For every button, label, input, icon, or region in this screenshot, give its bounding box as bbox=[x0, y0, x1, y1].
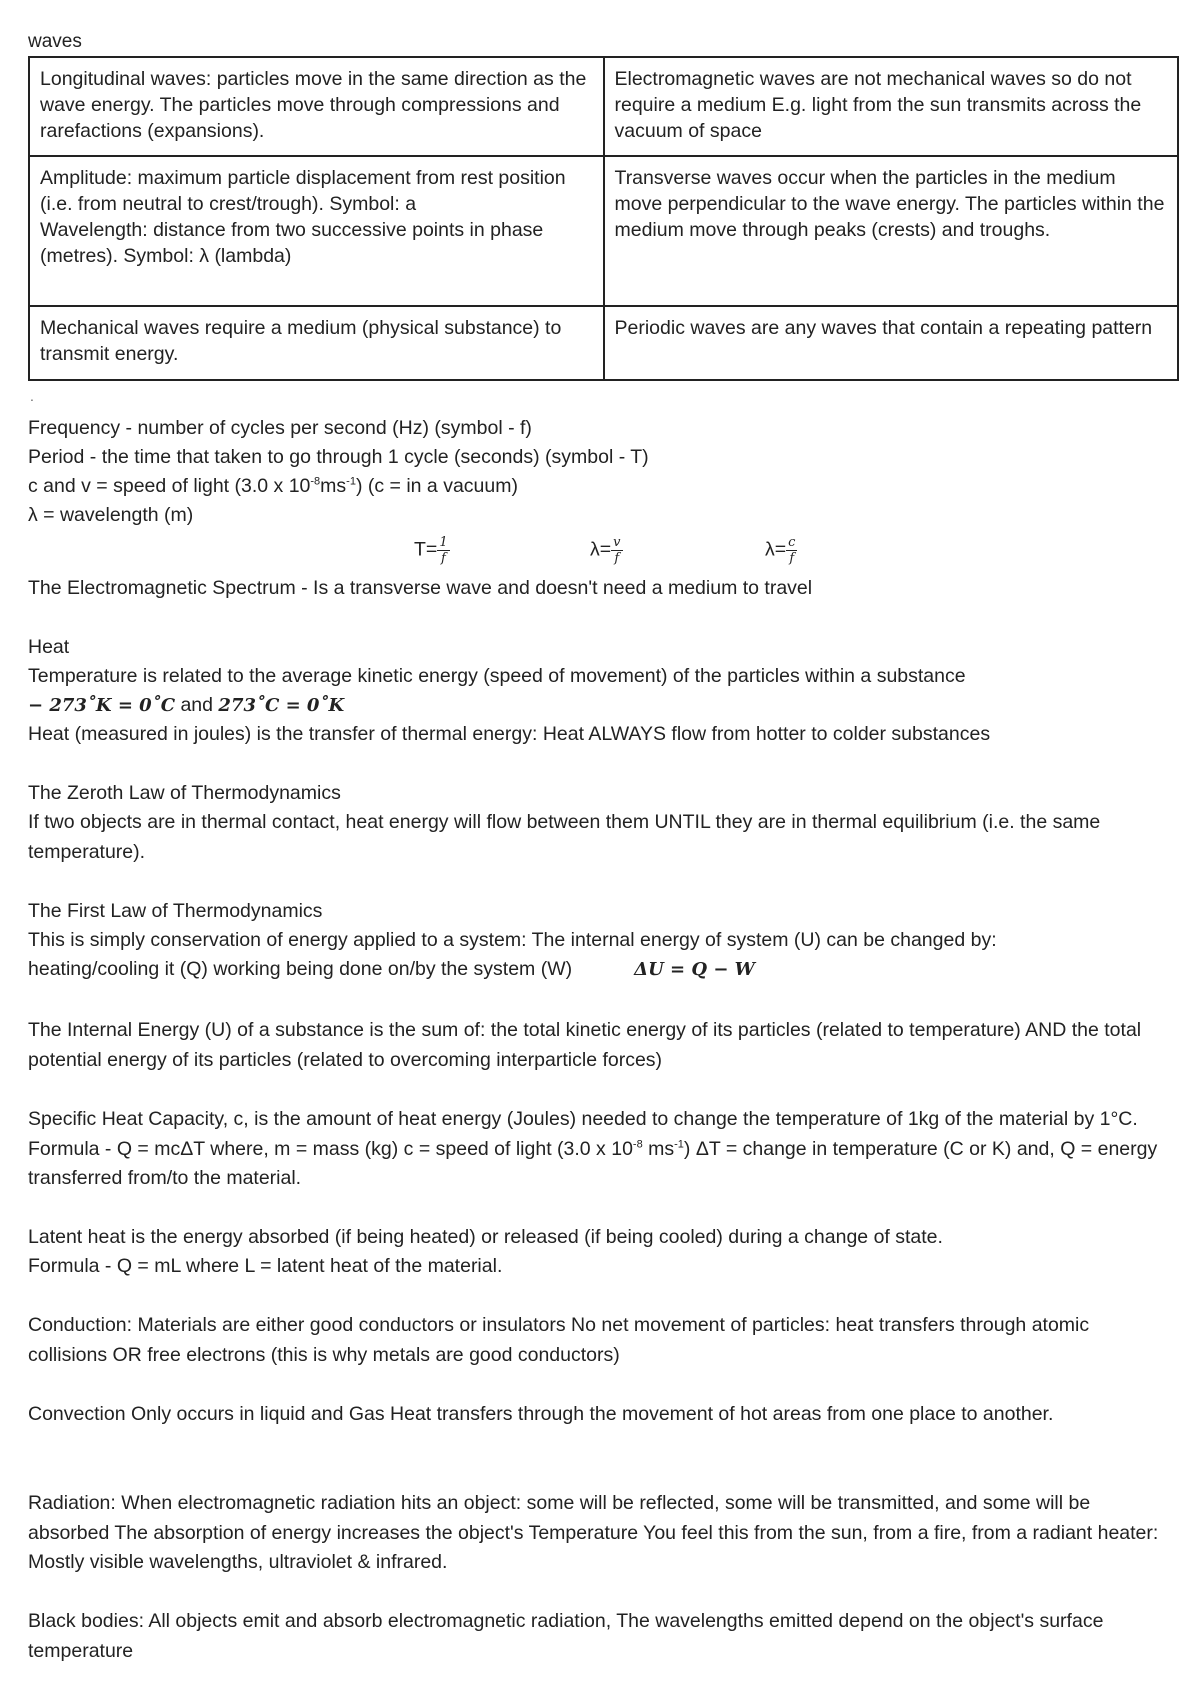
speed-suffix: ) (c = in a vacuum) bbox=[355, 475, 518, 497]
conduction-text: Conduction: Materials are either good conductors or insulators No net movement of particles: heat transfers through atomic collisions OR free electrons (this is why metals are good conductors) bbox=[28, 1314, 1090, 1366]
speed-unit-exponent: -1 bbox=[346, 475, 356, 488]
speed-exponent: -8 bbox=[310, 475, 321, 488]
specific-heat-unit-exponent: -1 bbox=[674, 1138, 684, 1150]
table-cell: Longitudinal waves: particles move in the same direction as the wave energy. The particles move through compressions and rarefactions (expansions). bbox=[29, 57, 604, 156]
page-title: waves bbox=[28, 31, 82, 52]
wavelength-c-formula bbox=[765, 535, 797, 566]
formula-lhs: T= bbox=[414, 538, 438, 561]
waves-table bbox=[28, 56, 1179, 381]
table-cell bbox=[29, 156, 604, 306]
temperature-text: Temperature is related to the average kinetic energy (speed of movement) of the particles within a substance bbox=[28, 665, 966, 687]
fraction-numerator: v bbox=[613, 535, 621, 550]
fraction-numerator: c bbox=[788, 535, 796, 550]
heat-heading: Heat bbox=[28, 636, 70, 658]
first-law-text: This is simply conservation of energy applied to a system: The internal energy of system (U) can be changed by: bbox=[28, 929, 997, 951]
period-definition: Period - the time that taken to go through 1 cycle (seconds) (symbol - T) bbox=[28, 446, 649, 468]
conversion-math: − 273˚K = 0˚C bbox=[28, 695, 176, 716]
formula-fraction bbox=[437, 535, 449, 566]
black-bodies-text: Black bodies: All objects emit and absorb electromagnetic radiation, The wavelengths emitted depend on the object's surface temperature bbox=[28, 1610, 1104, 1662]
specific-heat-part: Specific Heat Capacity, c, is the amount of heat energy (Joules) needed to change the temperature of 1kg of the material by 1°C. Formula - Q = mcΔT where, m = mass (kg) c = speed of light (3.0 x 10 bbox=[28, 1108, 1138, 1160]
fraction-denominator: f bbox=[789, 551, 795, 566]
specific-heat-exponent: -8 bbox=[632, 1138, 643, 1150]
fraction-denominator: f bbox=[614, 551, 620, 566]
amplitude-text: Amplitude: maximum particle displacement from rest position (i.e. from neutral to crest/trough). Symbol: a bbox=[40, 167, 566, 215]
speed-definition bbox=[28, 472, 1172, 501]
radiation-text: Radiation: When electromagnetic radiation hits an object: some will be reflected, some will be transmitted, and some will be absorbed The absorption of energy increases the object's Temperature You feel this from the sun, from a fire, from a radiant heater: Mostly visible wavelengths, ultraviolet & infrared. bbox=[28, 1492, 1159, 1573]
conversion-math: 273˚C = 0˚K bbox=[218, 695, 345, 716]
table-cell: Electromagnetic waves are not mechanical waves so do not require a medium E.g. light from the sun transmits across the vacuum of space bbox=[604, 57, 1179, 156]
table-cell: Periodic waves are any waves that contain a repeating pattern bbox=[604, 306, 1179, 380]
speed-text: c and v = speed of light (3.0 x 10 bbox=[28, 475, 311, 497]
first-law-heading: The First Law of Thermodynamics bbox=[28, 900, 323, 922]
specific-heat-text bbox=[28, 1105, 1172, 1194]
wavelength-text: Wavelength: distance from two successive points in phase (metres). Symbol: λ (lambda) bbox=[40, 219, 544, 267]
fraction-numerator: 1 bbox=[439, 535, 448, 550]
conversion-and: and bbox=[175, 694, 219, 716]
table-row bbox=[29, 306, 1178, 380]
stray-dot: . bbox=[30, 388, 34, 404]
heat-transfer-text: Heat (measured in joules) is the transfer of thermal energy: Heat ALWAYS flow from hotter to colder substances bbox=[28, 723, 991, 745]
latent-heat-text: Latent heat is the energy absorbed (if being heated) or released (if being cooled) during a change of state. bbox=[28, 1226, 943, 1248]
zeroth-law-text: If two objects are in thermal contact, heat energy will flow between them UNTIL they are in thermal equilibrium (i.e. the same temperature). bbox=[28, 811, 1101, 863]
specific-heat-unit: ms bbox=[642, 1137, 675, 1160]
frequency-definition: Frequency - number of cycles per second (Hz) (symbol - f) bbox=[28, 417, 532, 439]
formula-fraction bbox=[786, 535, 797, 566]
zeroth-law-heading: The Zeroth Law of Thermodynamics bbox=[28, 782, 341, 804]
table-cell: Mechanical waves require a medium (physical substance) to transmit energy. bbox=[29, 306, 604, 380]
wavelength-v-formula bbox=[590, 535, 623, 566]
first-law-equation: ΔU = Q − W bbox=[634, 959, 755, 980]
first-law-text-line: heating/cooling it (Q) working being done on/by the system (W) bbox=[28, 958, 573, 980]
specific-heat-part: ) ΔT = change in temperature (C or K) and, Q = energy transferred from/to the material. bbox=[28, 1137, 1158, 1189]
temperature-conversion bbox=[28, 691, 1172, 720]
formula-fraction bbox=[611, 535, 622, 566]
speed-unit: ms bbox=[320, 475, 347, 497]
fraction-denominator: f bbox=[441, 551, 446, 566]
em-spectrum-text: The Electromagnetic Spectrum - Is a transverse wave and doesn't need a medium to travel bbox=[28, 577, 813, 599]
table-cell: Transverse waves occur when the particles in the medium move perpendicular to the wave energy. The particles within the medium move through peaks (crests) and troughs. bbox=[604, 156, 1179, 306]
internal-energy-text: The Internal Energy (U) of a substance is the sum of: the total kinetic energy of its particles (related to temperature) AND the total potential energy of its particles (related to overcoming interparticle forces) bbox=[28, 1019, 1142, 1071]
first-law-text-2 bbox=[28, 955, 1172, 984]
table-row bbox=[29, 57, 1178, 156]
convection-text: Convection Only occurs in liquid and Gas Heat transfers through the movement of hot areas from one place to another. bbox=[28, 1403, 1054, 1425]
formula-lhs: λ= bbox=[765, 538, 787, 561]
table-row bbox=[29, 156, 1178, 306]
latent-heat-formula: Formula - Q = mL where L = latent heat of the material. bbox=[28, 1255, 503, 1277]
lambda-definition: λ = wavelength (m) bbox=[28, 504, 194, 526]
formula-lhs: λ= bbox=[590, 538, 612, 561]
period-formula bbox=[414, 535, 450, 566]
